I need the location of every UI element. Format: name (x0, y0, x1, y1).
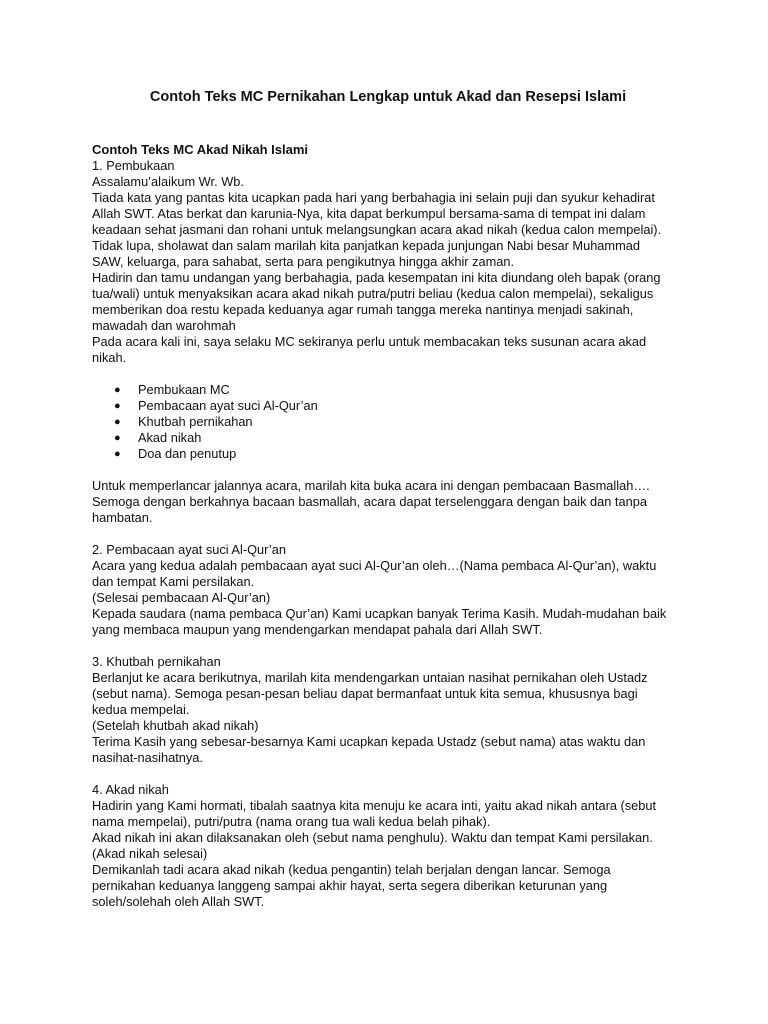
paragraph-line: mawadah dan warohmah (92, 318, 236, 333)
khutbah-heading: 3. Khutbah pernikahan (92, 654, 221, 669)
agenda-list (92, 382, 684, 462)
paragraph-line: kedua mempelai. (92, 702, 190, 717)
paragraph-line: nama mempelai), putri/putra (nama orang tua wali kedua belah pihak). (92, 814, 491, 829)
paragraph-line: Untuk memperlancar jalannya acara, marilah kita buka acara ini dengan pembacaan Basmallah…. (92, 478, 650, 493)
paragraph-line: memberikan doa restu kepada keduanya agar rumah tangga mereka nantinya menjadi sakinah, (92, 302, 634, 317)
akad-heading: 4. Akad nikah (92, 782, 169, 797)
paragraph-line: soleh/solehah oleh Allah SWT. (92, 894, 265, 909)
bullet-icon: ● (114, 448, 121, 460)
bullet-icon: ● (114, 384, 121, 396)
section-akad (92, 782, 684, 910)
list-item (92, 430, 684, 446)
list-item (92, 398, 684, 414)
paragraph-line: (Akad nikah selesai) (92, 846, 208, 861)
list-item-label: Pembukaan MC (138, 382, 230, 397)
paragraph-line: Assalamu’alaikum Wr. Wb. (92, 174, 244, 189)
paragraph-line: pernikahan keduanya langgeng sampai akhir hayat, serta segera diberikan keturunan yang (92, 878, 608, 893)
paragraph-line: Berlanjut ke acara berikutnya, marilah kita mendengarkan untaian nasihat pernikahan oleh Ustadz (92, 670, 648, 685)
paragraph-line: Hadirin yang Kami hormati, tibalah saatnya kita menuju ke acara inti, yaitu akad nikah antara (sebut (92, 798, 657, 813)
section-khutbah (92, 654, 684, 766)
paragraph-line: Kepada saudara (nama pembaca Qur’an) Kami ucapkan banyak Terima Kasih. Mudah-mudahan baik (92, 606, 667, 621)
paragraph-line: yang membaca maupun yang mendengarkan mendapat pahala dari Allah SWT. (92, 622, 543, 637)
opening-heading: 1. Pembukaan (92, 158, 175, 173)
quran-heading: 2. Pembacaan ayat suci Al-Qur’an (92, 542, 286, 557)
paragraph-line: (Setelah khutbah akad nikah) (92, 718, 259, 733)
bullet-icon: ● (114, 416, 121, 428)
paragraph-line: dan tempat Kami persilakan. (92, 574, 255, 589)
bullet-icon: ● (114, 432, 121, 444)
list-item-label: Doa dan penutup (138, 446, 237, 461)
paragraph-line: nasihat-nasihatnya. (92, 750, 203, 765)
paragraph-line: hambatan. (92, 510, 153, 525)
paragraph-line: Hadirin dan tamu undangan yang berbahagia, pada kesempatan ini kita diundang oleh bapak (orang (92, 270, 661, 285)
paragraph-line: Pada acara kali ini, saya selaku MC sekiranya perlu untuk membacakan teks susunan acara akad (92, 334, 647, 349)
list-item-label: Pembacaan ayat suci Al-Qur’an (138, 398, 318, 413)
paragraph-line: Tidak lupa, sholawat dan salam marilah kita panjatkan kepada junjungan Nabi besar Muhammad (92, 238, 640, 253)
document-page (92, 88, 684, 910)
paragraph-line: tua/wali) untuk menyaksikan acara akad nikah putra/putri beliau (kedua calon mempelai), sekaligus (92, 286, 654, 301)
paragraph-line: Acara yang kedua adalah pembacaan ayat suci Al-Qur’an oleh…(Nama pembaca Al-Qur’an), waktu (92, 558, 657, 573)
paragraph-line: (Selesai pembacaan Al-Qur’an) (92, 590, 271, 605)
section-heading: Contoh Teks MC Akad Nikah Islami (92, 142, 308, 157)
paragraph-line: (sebut nama). Semoga pesan-pesan beliau dapat bermanfaat untuk kita semua, khususnya bagi (92, 686, 638, 701)
paragraph-line: keadaan sehat jasmani dan rohani untuk melangsungkan acara akad nikah (kedua calon mempelai). (92, 222, 662, 237)
list-item (92, 446, 684, 462)
bullet-icon: ● (114, 400, 121, 412)
section-opening (92, 158, 684, 526)
list-item-label: Akad nikah (138, 430, 202, 445)
paragraph-line: nikah. (92, 350, 127, 365)
paragraph-line: SAW, keluarga, para sahabat, serta para pengikutnya hingga akhir zaman. (92, 254, 515, 269)
list-item (92, 382, 684, 398)
section-quran (92, 542, 684, 638)
paragraph-line: Akad nikah ini akan dilaksanakan oleh (sebut nama penghulu). Waktu dan tempat Kami persilakan. (92, 830, 653, 845)
list-item-label: Khutbah pernikahan (138, 414, 253, 429)
paragraph-line: Demikanlah tadi acara akad nikah (kedua pengantin) telah berjalan dengan lancar. Semoga (92, 862, 611, 877)
list-item (92, 414, 684, 430)
paragraph-line: Tiada kata yang pantas kita ucapkan pada hari yang berbahagia ini selain puji dan syukur kehadirat (92, 190, 655, 205)
document-title: Contoh Teks MC Pernikahan Lengkap untuk Akad dan Resepsi Islami (149, 89, 627, 105)
paragraph-line: Semoga dengan berkahnya bacaan basmallah, acara dapat terselenggara dengan baik dan tanpa (92, 494, 647, 509)
paragraph-line: Terima Kasih yang sebesar-besarnya Kami ucapkan kepada Ustadz (sebut nama) atas waktu dan (92, 734, 646, 749)
paragraph-line: Allah SWT. Atas berkat dan karunia-Nya, kita dapat berkumpul bersama-sama di tempat ini dalam (92, 206, 646, 221)
